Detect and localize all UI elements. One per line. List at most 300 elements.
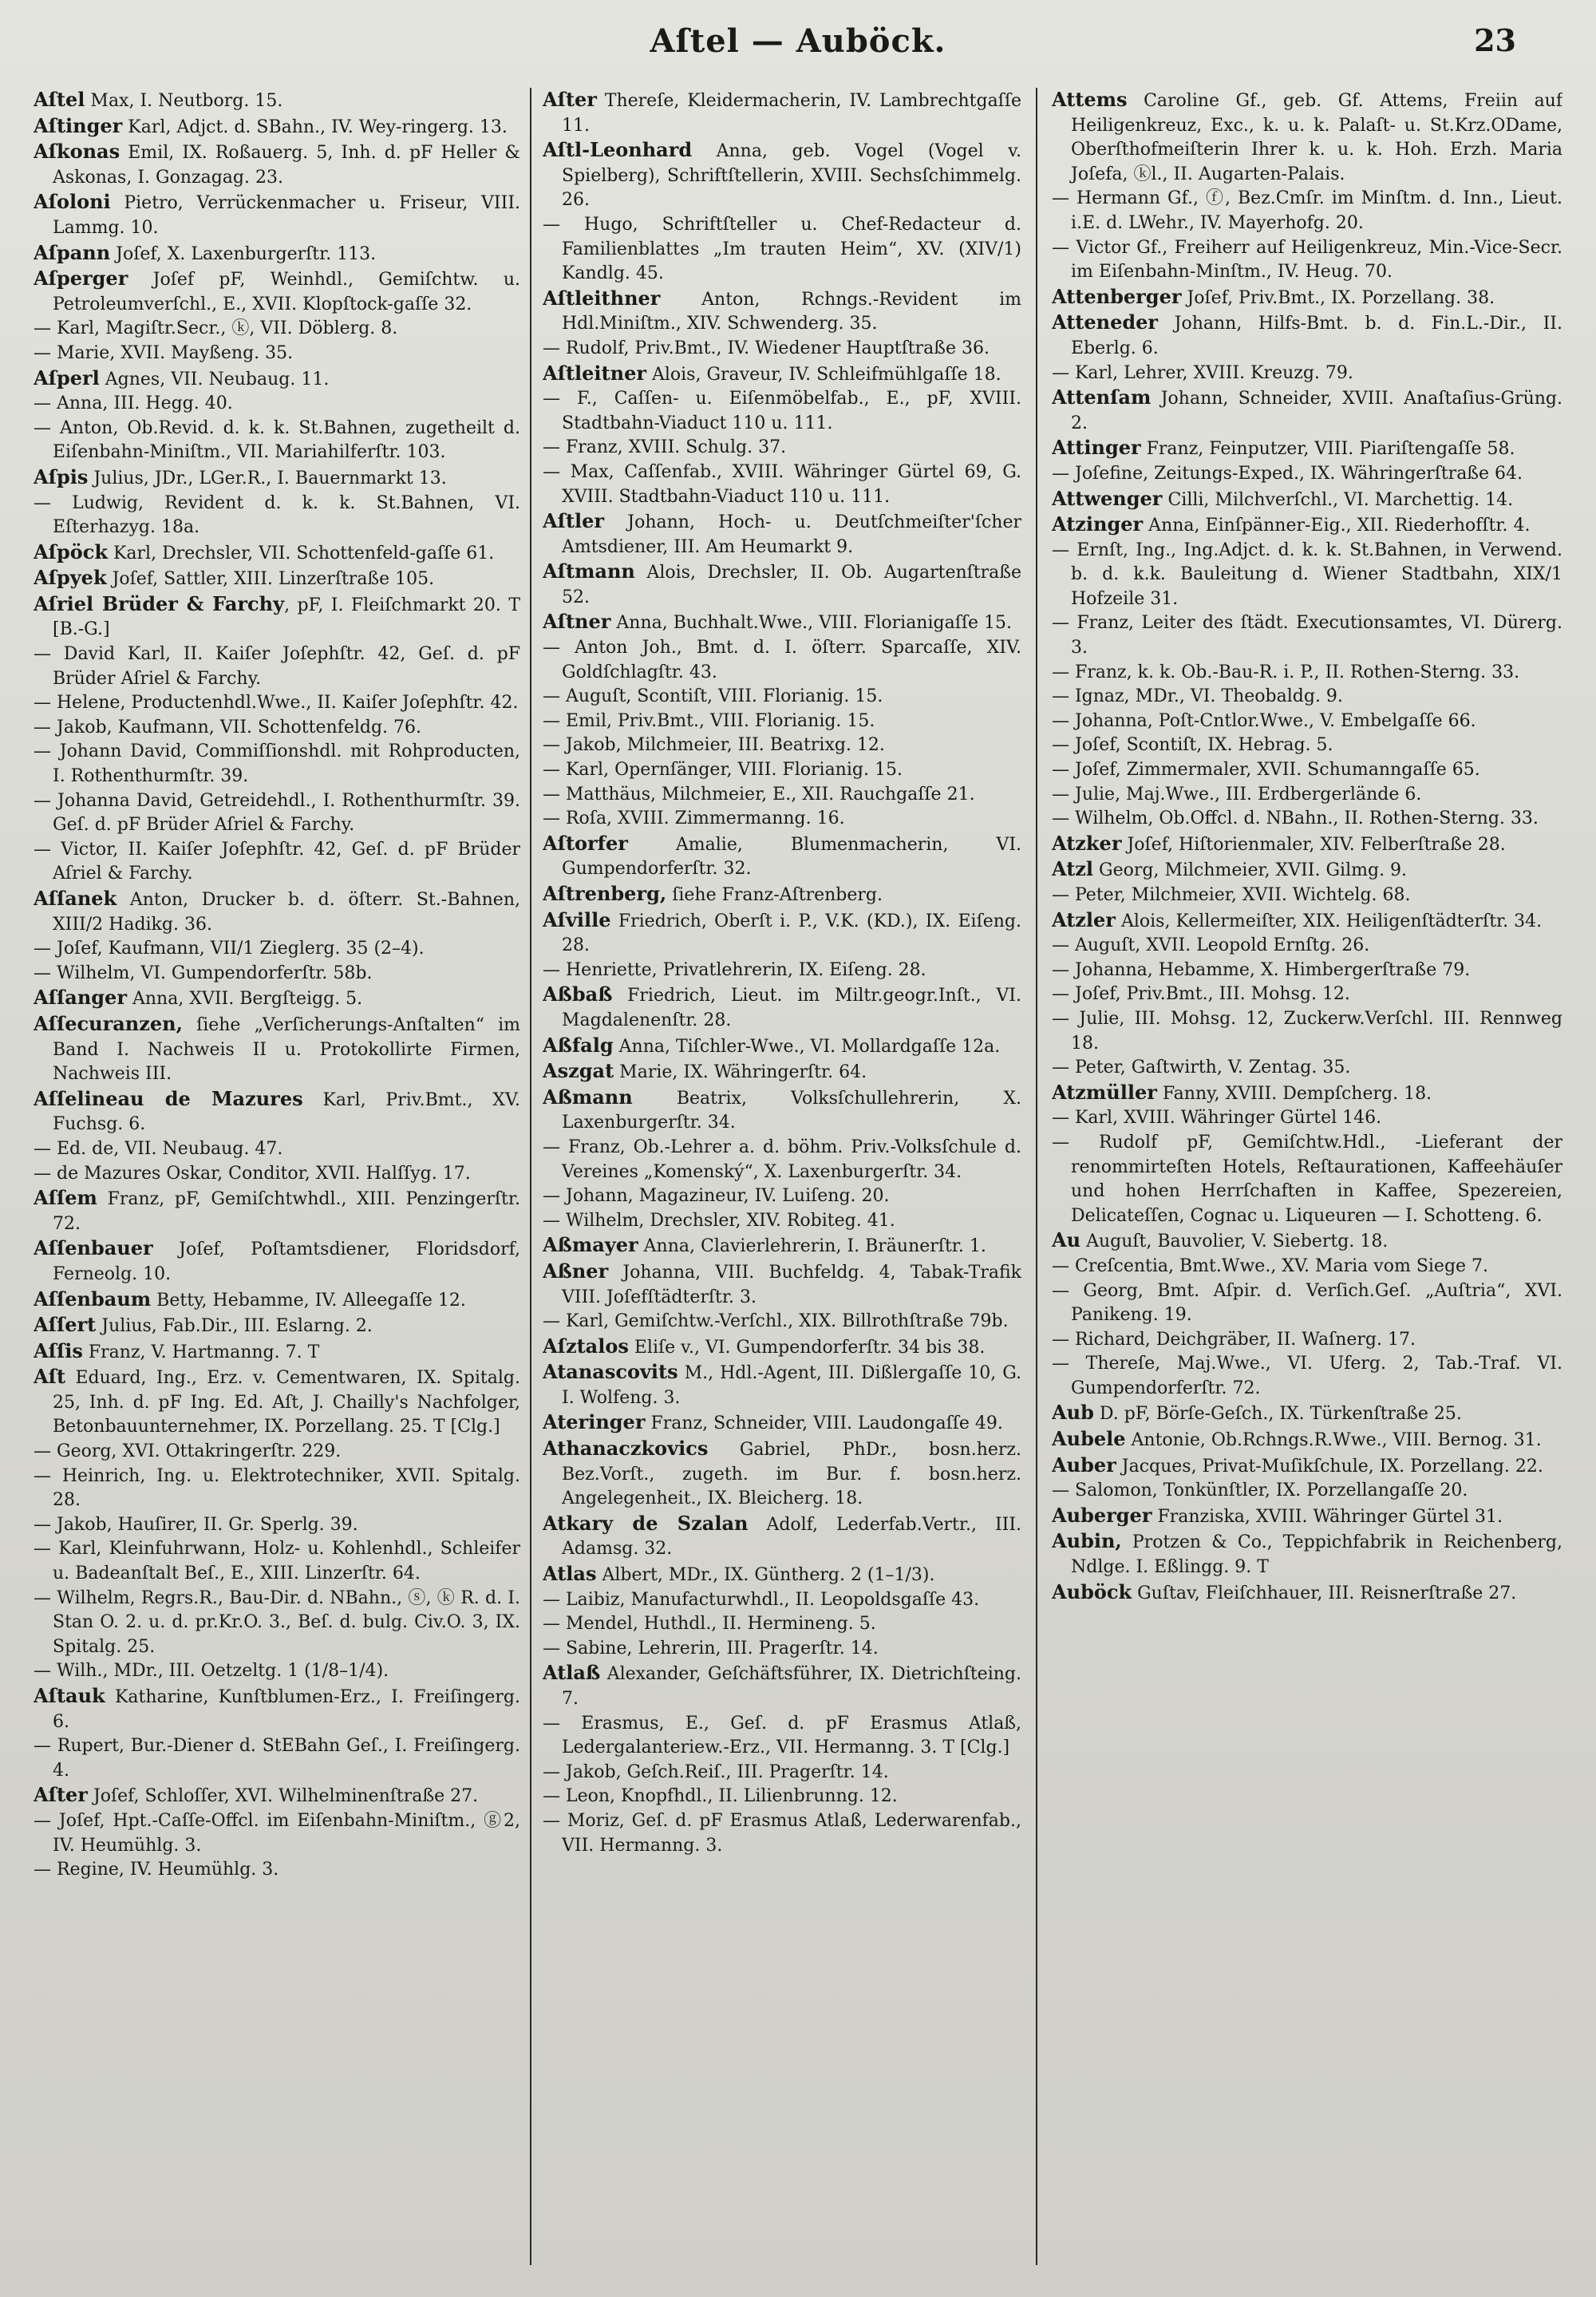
entry-text: — Wilh., MDr., III. Oetzeltg. 1 (1/8–1/4).: [34, 1661, 389, 1682]
directory-entry: [1052, 733, 1562, 758]
entry-headword: Aſſem: [34, 1186, 97, 1210]
entry-text: — Jakob, Geſch.Reiſ., III. Pragerſtr. 14.: [543, 1761, 889, 1782]
directory-entry: [1052, 236, 1562, 285]
directory-entry: [1052, 611, 1562, 660]
entry-headword: Aßfalg: [543, 1033, 614, 1057]
entry-text: — Rudolf, Priv.Bmt., IV. Wiedener Hauptſtraße 36.: [543, 338, 990, 358]
directory-entry: [34, 1087, 520, 1137]
entry-headword: Ateringer: [543, 1410, 646, 1434]
entry-headword: Aſtleitner: [543, 361, 646, 385]
directory-entry: [34, 642, 520, 691]
directory-entry: [1052, 1401, 1562, 1427]
directory-entry: [543, 1761, 1021, 1785]
entry-text: — Julie, III. Mohsg. 12, Zuckerw.Verſchl. III. Rennweg 18.: [1052, 1008, 1562, 1054]
directory-entry: [543, 88, 1021, 138]
directory-entry: [1052, 187, 1562, 235]
directory-entry: [34, 190, 520, 240]
directory-entry: [543, 436, 1021, 461]
entry-headword: Au: [1052, 1228, 1081, 1252]
entry-headword: Atlas: [543, 1562, 597, 1586]
directory-entry: [543, 610, 1021, 636]
entry-headword: Attenberger: [1052, 284, 1182, 308]
directory-entry: [1052, 1328, 1562, 1353]
entry-text: Thereſe, Kleidermacherin, IV. Lambrechtgaſſe 11.: [562, 91, 1021, 136]
directory-entry: [34, 716, 520, 741]
directory-entry: [34, 88, 520, 114]
directory-entry: [1052, 1106, 1562, 1131]
entry-headword: Aſztalos: [543, 1334, 629, 1358]
entry-text: Franziska, XVIII. Währinger Gürtel 31.: [1152, 1506, 1503, 1527]
entry-text: — Joſef, Hpt.-Caſſe-Offcl. im Eiſenbahn-Miniſtm., ⓖ2, IV. Heumühlg. 3.: [34, 1810, 520, 1856]
entry-headword: Aſſenbauer: [34, 1236, 153, 1260]
entry-text: — Sabine, Lehrerin, III. Pragerſtr. 14.: [543, 1638, 879, 1659]
entry-text: Friedrich, Oberſt i. P., V.K. (KD.), IX. Eiſeng. 28.: [562, 911, 1021, 956]
directory-entry: [1052, 1228, 1562, 1255]
directory-entry: [543, 959, 1021, 983]
entry-headword: Aubin,: [1052, 1529, 1122, 1553]
directory-entry: [34, 140, 520, 190]
entry-text: — Marie, XVII. Mayßeng. 35.: [34, 342, 294, 363]
entry-text: — Karl, Magiſtr.Secr., ⓚ, VII. Döblerg. 8.: [34, 318, 398, 339]
directory-entry: [34, 392, 520, 417]
entry-text: — Roſa, XVIII. Zimmermanng. 16.: [543, 808, 845, 829]
directory-entry: [34, 691, 520, 716]
directory-entry: [34, 241, 520, 267]
entry-text: — Johanna David, Getreidehdl., I. Rothenthurmſtr. 39. Geſ. d. pF Brüder Aſriel & Farchy.: [34, 790, 520, 836]
directory-entry: [543, 387, 1021, 436]
directory-entry: [34, 1783, 520, 1809]
entry-text: Johanna, VIII. Buchfeldg. 4, Tabak-Trafik VIII. Joſefſtädterſtr. 3.: [562, 1262, 1021, 1307]
entry-text: Agnes, VII. Neubaug. 11.: [99, 369, 330, 389]
directory-entry: [1052, 1479, 1562, 1504]
directory-entry: [1052, 832, 1562, 858]
entry-text: — Richard, Deichgräber, II. Waſnerg. 17.: [1052, 1329, 1416, 1350]
entry-headword: Aſter: [34, 1783, 88, 1807]
directory-entry: [543, 287, 1021, 337]
directory-entry: [543, 1588, 1021, 1613]
entry-text: — Joſef, Scontiſt, IX. Hebrag. 5.: [1052, 735, 1333, 756]
entry-text: Joſef, Poſtamtsdiener, Floridsdorf, Ferneolg. 10.: [53, 1239, 520, 1284]
directory-entry: [34, 1137, 520, 1162]
directory-entry: [1052, 462, 1562, 487]
entry-headword: Aſtorfer: [543, 831, 628, 855]
directory-entry: [543, 337, 1021, 362]
entry-headword: Aſtler: [543, 509, 605, 533]
directory-entry: [543, 733, 1021, 758]
entry-headword: Aſperger: [34, 267, 128, 291]
entry-headword: Aſtauk: [34, 1684, 105, 1707]
entry-text: Anna, XVII. Bergſteigg. 5.: [126, 989, 363, 1010]
entry-text: — Johanna, Poſt-Cntlor.Wwe., V. Embelgaſſe 66.: [1052, 710, 1476, 731]
entry-text: — Erasmus, E., Geſ. d. pF Erasmus Atlaß, Ledergalanteriew.-Erz., VII. Hermanng. 3. T [Clg.]: [543, 1713, 1021, 1758]
entry-headword: Aub: [1052, 1401, 1094, 1425]
entry-text: M., Hdl.-Agent, III. Dißlergaſſe 10, G. I. Wolfeng. 3.: [562, 1363, 1021, 1408]
directory-entry: [34, 1236, 520, 1287]
directory-entry: [543, 783, 1021, 808]
entry-text: Eduard, Ing., Erz. v. Cementwaren, IX. Spitalg. 25, Inh. d. pF Ing. Ed. Aſt, J. Chailly's Nachfolger, Betonbauunternehmer, IX. Porzellang. 25. T [Clg.]: [53, 1368, 520, 1437]
entry-text: — Franz, Ob.-Lehrer a. d. böhm. Priv.-Volksſchule d. Vereines „Komenský“, X. Laxenburgerſtr. 34.: [543, 1137, 1021, 1182]
entry-headword: Aſſanek: [34, 887, 117, 910]
directory-entry: [1052, 1529, 1562, 1579]
entry-text: Adolf, Lederfab.Vertr., III. Adamsg. 32.: [562, 1514, 1021, 1560]
entry-text: — Johanna, Hebamme, X. Himbergerſtraße 79.: [1052, 959, 1471, 980]
entry-headword: Aſſecuranzen,: [34, 1011, 183, 1035]
entry-headword: Aſter: [543, 88, 597, 111]
entry-headword: Attinger: [1052, 436, 1141, 460]
directory-entry: [1052, 1007, 1562, 1056]
directory-entry: [543, 832, 1021, 882]
entry-text: Franz, V. Hartmanng. 7. T: [82, 1342, 320, 1362]
directory-entry: [543, 1259, 1021, 1310]
directory-entry: [34, 887, 520, 937]
entry-text: Cilli, Milchverſchl., VI. Marchettig. 14.: [1162, 489, 1514, 510]
entry-headword: Atanascovits: [543, 1360, 678, 1384]
entry-text: — Emil, Priv.Bmt., VIII. Florianig. 15.: [543, 710, 875, 731]
directory-entry: [1052, 982, 1562, 1007]
running-head-title: Aſtel — Auböck.: [650, 22, 946, 60]
directory-entry: [34, 317, 520, 342]
directory-entry: [543, 1785, 1021, 1809]
entry-text: — Laibiz, Manufacturwhdl., II. Leopoldsgaſſe 43.: [543, 1589, 980, 1610]
entry-text: Marie, IX. Währingerſtr. 64.: [614, 1062, 867, 1083]
entry-text: — Georg, XVI. Ottakringerſtr. 229.: [34, 1441, 342, 1462]
entry-text: — Victor Gf., Freiherr auf Heiligenkreuz, Min.-Vice-Secr. im Eiſenbahn-Minſtm., IV. Heug. 70.: [1052, 237, 1562, 283]
entry-text: — Auguſt, Scontiſt, VIII. Florianig. 15.: [543, 686, 883, 707]
entry-headword: Aſville: [543, 907, 611, 931]
entry-headword: Aſt: [34, 1365, 66, 1389]
directory-entry: [34, 114, 520, 140]
entry-text: — Helene, Productenhdl.Wwe., II. Kaiſer Joſephſtr. 42.: [34, 693, 519, 714]
directory-entry: [543, 1437, 1021, 1512]
directory-entry: [543, 1712, 1021, 1761]
entry-text: — Peter, Milchmeier, XVII. Wichtelg. 68.: [1052, 885, 1411, 905]
entry-text: D. pF, Börſe-Geſch., IX. Türkenſtraße 25.: [1093, 1404, 1462, 1425]
directory-entry: [34, 1186, 520, 1236]
entry-headword: Aßmann: [543, 1085, 633, 1109]
entry-text: Anton, Drucker b. d. öſterr. St.-Bahnen, XIII/2 Hadikg. 36.: [53, 890, 520, 935]
directory-entry: [34, 566, 520, 592]
directory-entry: [1052, 1255, 1562, 1279]
directory-entry: [34, 986, 520, 1012]
directory-entry: [1052, 783, 1562, 808]
entry-text: Joſef, Priv.Bmt., IX. Porzellang. 38.: [1181, 287, 1495, 308]
entry-text: Anna, Buchhalt.Wwe., VIII. Florianigaſſe 15.: [610, 613, 1013, 634]
directory-entry: [1052, 362, 1562, 386]
entry-text: — Johann, Magazineur, IV. Luiſeng. 20.: [543, 1186, 890, 1207]
directory-entry: [1052, 1081, 1562, 1107]
column-3: [1052, 88, 1562, 2265]
entry-headword: Attems: [1052, 88, 1128, 111]
entry-headword: Atlaß: [543, 1661, 601, 1685]
entry-text: — Creſcentia, Bmt.Wwe., XV. Maria vom Siege 7.: [1052, 1255, 1489, 1276]
entry-text: Amalie, Blumenmacherin, VI. Gumpendorferſtr. 32.: [562, 834, 1021, 880]
entry-text: — Peter, Gaſtwirth, V. Zentag. 35.: [1052, 1058, 1351, 1078]
entry-headword: Auber: [1052, 1453, 1116, 1477]
entry-text: Alexander, Geſchäftsführer, IX. Dietrichſteing. 7.: [562, 1664, 1021, 1709]
column-2: [543, 88, 1021, 2265]
entry-text: Friedrich, Lieut. im Miltr.geogr.Inſt., VI. Magdalenenſtr. 28.: [562, 986, 1021, 1030]
entry-text: Johann, Schneider, XVIII. Anaſtaſius-Grüng. 2.: [1071, 389, 1562, 433]
entry-text: Auguſt, Bauvolier, V. Siebertg. 18.: [1080, 1232, 1389, 1252]
entry-text: Johann, Hilfs-Bmt. b. d. Fin.L.-Dir., II. Eberlg. 6.: [1071, 314, 1562, 358]
entry-text: — Regine, IV. Heumühlg. 3.: [34, 1860, 279, 1880]
directory-entry: [1052, 934, 1562, 959]
column-rule: [1036, 88, 1037, 2265]
entry-text: — Wilhelm, Ob.Offcl. d. NBahn., II. Rothen-Sterng. 33.: [1052, 808, 1539, 829]
entry-text: — Auguſt, XVII. Leopold Ernſtg. 26.: [1052, 935, 1370, 956]
directory-entry: [1052, 1131, 1562, 1228]
directory-entry: [34, 417, 520, 465]
directory-entry: [34, 838, 520, 887]
directory-entry: [34, 592, 520, 642]
entry-headword: Atkary de Szalan: [543, 1511, 749, 1535]
entry-text: — Wilhelm, Drechsler, XIV. Robiteg. 41.: [543, 1210, 895, 1231]
directory-entry: [543, 1085, 1021, 1136]
entry-text: — Ernſt, Ing., Ing.Adjct. d. k. k. St.Bahnen, in Verwend. b. d. k.k. Bauleitung d. Wiener Stadtbahn, XIX/1 Hofzeile 31.: [1052, 540, 1562, 609]
directory-entry: [34, 1440, 520, 1465]
entry-text: — Henriette, Privatlehrerin, IX. Eiſeng. 28.: [543, 959, 926, 980]
entry-text: — Joſefine, Zeitungs-Exped., IX. Währingerſtraße 64.: [1052, 463, 1523, 484]
entry-headword: Aſtrenberg,: [543, 882, 667, 905]
directory-entry: [543, 807, 1021, 832]
directory-entry: [34, 1513, 520, 1538]
entry-text: — Salomon, Tonkünſtler, IX. Porzellangaſſe 20.: [1052, 1481, 1468, 1501]
entry-headword: Aſtmann: [543, 559, 635, 583]
entry-text: Fanny, XVIII. Dempſcherg. 18.: [1156, 1083, 1432, 1104]
entry-text: — Franz, Leiter des ſtädt. Executionsamtes, VI. Dürerg. 3.: [1052, 613, 1562, 658]
directory-entry: [34, 1587, 520, 1660]
entry-headword: Aſpann: [34, 240, 111, 264]
entry-text: — Anton Joh., Bmt. d. I. öſterr. Sparcaſſe, XIV. Goldſchlagſtr. 43.: [543, 638, 1021, 682]
entry-headword: Aſſert: [34, 1313, 97, 1337]
entry-text: Antonie, Ob.Rchngs.R.Wwe., VIII. Bernog. 31.: [1125, 1430, 1542, 1451]
directory-entry: [1052, 884, 1562, 908]
entry-text: — Joſef, Kaufmann, VII/1 Zieglerg. 35 (2–4).: [34, 939, 425, 959]
entry-headword: Aſſanger: [34, 986, 127, 1010]
entry-text: Alois, Graveur, IV. Schleifmühlgaſſe 18.: [646, 364, 1001, 385]
directory-entry: [543, 362, 1021, 388]
directory-entry: [34, 740, 520, 789]
directory-entry: [1052, 285, 1562, 311]
entry-text: — Rupert, Bur.-Diener d. StEBahn Geſ., I. Freiſingerg. 4.: [34, 1736, 520, 1781]
entry-text: — Thereſe, Maj.Wwe., VI. Uferg. 2, Tab.-Traf. VI. Gumpendorferſtr. 72.: [1052, 1354, 1562, 1398]
entry-headword: Atzmüller: [1052, 1080, 1157, 1104]
directory-entry: [543, 908, 1021, 959]
entry-text: — Franz, k. k. Ob.-Bau-R. i. P., II. Rothen-Sterng. 33.: [1052, 662, 1520, 682]
entry-text: — Rudolf pF, Gemiſchtw.Hdl., -Lieferant der renommirteſten Hotels, Reſtaurationen, Kaffeehäuſer und hohen Herrſchaften in Kaffee, Spezereien, Delicateſſen, Cognac u. Liqueuren — I. Schotteng. 6.: [1052, 1132, 1562, 1226]
directory-entry: [543, 1562, 1021, 1588]
directory-entry: [1052, 539, 1562, 612]
directory-entry: [543, 1209, 1021, 1234]
entry-headword: Aſkonas: [34, 140, 120, 164]
entry-headword: Aſpyek: [34, 566, 107, 590]
entry-text: — Wilhelm, VI. Gumpendorferſtr. 58b.: [34, 963, 373, 983]
directory-entry: [34, 465, 520, 492]
entry-text: Guſtav, Fleiſchhauer, III. Reisnerſtraße 27.: [1132, 1583, 1517, 1603]
entry-text: — Jakob, Kaufmann, VII. Schottenfeldg. 76.: [34, 717, 422, 737]
entry-headword: Aßner: [543, 1259, 609, 1283]
directory-entry: [543, 982, 1021, 1033]
entry-text: — Victor, II. Kaiſer Joſephſtr. 42, Geſ. d. pF Brüder Aſriel & Farchy.: [34, 839, 520, 884]
entry-text: Betty, Hebamme, IV. Alleegaſſe 12.: [151, 1290, 466, 1311]
entry-text: — Anton, Ob.Revid. d. k. k. St.Bahnen, zugetheilt d. Eiſenbahn-Miniſtm., VII. Mariahilferſtr. 103.: [34, 417, 520, 463]
entry-text: Anton, Rchngs.-Revident im Hdl.Miniſtm., XIV. Schwenderg. 35.: [562, 289, 1021, 334]
directory-entry: [34, 937, 520, 962]
entry-text: — Karl, XVIII. Währinger Gürtel 146.: [1052, 1108, 1382, 1129]
entry-headword: Attenſam: [1052, 385, 1152, 409]
entry-headword: Atzinger: [1052, 512, 1144, 536]
directory-entry: [1052, 1504, 1562, 1530]
directory-entry: [543, 1184, 1021, 1209]
entry-text: — Jakob, Hauſirer, II. Gr. Sperlg. 39.: [34, 1514, 358, 1535]
entry-text: Franz, Schneider, VIII. Laudongaſſe 49.: [645, 1413, 1003, 1434]
entry-text: — Karl, Lehrer, XVIII. Kreuzg. 79.: [1052, 362, 1353, 383]
directory-entry: [1052, 1427, 1562, 1453]
entry-text: Joſef, Hiſtorienmaler, XIV. Felberſtraße 28.: [1121, 834, 1506, 855]
entry-text: Alois, Kellermeiſter, XIX. Heiligenſtädterſtr. 34.: [1115, 911, 1543, 931]
entry-text: Anna, Tiſchler-Wwe., VI. Mollardgaſſe 12a.: [613, 1036, 1001, 1057]
entry-text: Julius, Fab.Dir., III. Eslarng. 2.: [96, 1316, 373, 1337]
directory-entry: [34, 540, 520, 567]
directory-entry: [1052, 685, 1562, 710]
entry-headword: Aſriel Brüder & Farchy: [34, 591, 285, 615]
column-rule: [530, 88, 531, 2265]
entry-text: Pietro, Verrückenmacher u. Friseur, VIII. Lammg. 10.: [53, 193, 520, 238]
directory-entry: [34, 1012, 520, 1087]
directory-entry: [543, 1410, 1021, 1437]
entry-text: — Ignaz, MDr., VI. Theobaldg. 9.: [1052, 686, 1343, 707]
directory-entry: [543, 1661, 1021, 1711]
entry-text: — Julie, Maj.Wwe., III. Erdbergerlände 6.: [1052, 784, 1422, 805]
directory-entry: [543, 559, 1021, 610]
directory-entry: [34, 1465, 520, 1513]
directory-entry: [1052, 88, 1562, 187]
running-head: [0, 22, 1596, 70]
entry-text: Joſef, Sattler, XIII. Linzerſtraße 105.: [106, 569, 435, 590]
entry-text: Joſef, X. Laxenburgerſtr. 113.: [110, 243, 377, 264]
entry-text: — Franz, XVIII. Schulg. 37.: [543, 437, 787, 458]
entry-text: Karl, Drechsler, VII. Schottenfeld-gaſſe 61.: [107, 543, 495, 563]
entry-text: — F., Caſſen- u. Eiſenmöbelfab., E., pF, XVIII. Stadtbahn-Viaduct 110 u. 111.: [543, 389, 1021, 433]
entry-text: Karl, Priv.Bmt., XV. Fuchsg. 6.: [53, 1089, 520, 1135]
entry-text: — Matthäus, Milchmeier, E., XII. Rauchgaſſe 21.: [543, 784, 975, 805]
entry-text: — Anna, III. Hegg. 40.: [34, 393, 233, 414]
directory-entry: [1052, 487, 1562, 513]
entry-headword: Atzl: [1052, 857, 1094, 881]
entry-headword: Attwenger: [1052, 486, 1163, 510]
directory-entry: [543, 710, 1021, 734]
page-number: 23: [1474, 22, 1516, 58]
entry-text: Beatrix, Volksſchullehrerin, X. Laxenburgerſtr. 34.: [562, 1088, 1021, 1133]
directory-entry: [543, 213, 1021, 287]
directory-entry: [543, 509, 1021, 559]
entry-text: — Max, Caſſenfab., XVIII. Währinger Gürtel 69, G. XVIII. Stadtbahn-Viaduct 110 u. 111.: [543, 461, 1021, 507]
directory-entry: [1052, 310, 1562, 361]
directory-entry: [34, 267, 520, 317]
entry-text: — Heinrich, Ing. u. Elektrotechniker, XVII. Spitalg. 28.: [34, 1465, 520, 1511]
entry-headword: Aſſenbaum: [34, 1287, 152, 1311]
directory-entry: [34, 1659, 520, 1684]
entry-headword: Aſpis: [34, 465, 89, 488]
directory-entry: [543, 1059, 1021, 1085]
directory-entry: [543, 1637, 1021, 1662]
directory-entry: [1052, 908, 1562, 935]
entry-text: Anna, Einſpänner-Eig., XII. Riederhofſtr. 4.: [1143, 516, 1531, 536]
directory-entry: [543, 1809, 1021, 1858]
directory-entry: [543, 1233, 1021, 1259]
directory-entry: [543, 685, 1021, 710]
entry-headword: Atzler: [1052, 907, 1116, 931]
entry-text: ſiehe „Verſicherungs-Anſtalten“ im Band I. Nachweis II u. Protokollirte Firmen, Nachweis III.: [53, 1014, 520, 1085]
entry-text: Julius, JDr., LGer.R., I. Bauernmarkt 13.: [88, 468, 447, 488]
entry-headword: Auböck: [1052, 1579, 1132, 1603]
entry-text: — Karl, Kleinfuhrwann, Holz- u. Kohlenhdl., Schleifer u. Badeanſtalt Beſ., E., XIII. Linzerſtr. 64.: [34, 1539, 520, 1584]
directory-entry: [543, 1612, 1021, 1637]
directory-entry: [34, 789, 520, 838]
directory-entry: [34, 1162, 520, 1187]
entry-headword: Aſperl: [34, 366, 100, 389]
directory-entry: [543, 1512, 1021, 1562]
entry-headword: Aſtel: [34, 88, 85, 111]
directory-entry: [1052, 1453, 1562, 1480]
directory-entry: [1052, 1279, 1562, 1328]
directory-entry: [1052, 857, 1562, 884]
directory-entry: [34, 1537, 520, 1586]
directory-entry: [34, 1809, 520, 1858]
entry-text: Gabriel, PhDr., bosn.herz. Bez.Vorſt., zugeth. im Bur. f. bosn.herz. Angelegenheit., IX. Bleicherg. 18.: [562, 1440, 1021, 1509]
column-1: [34, 88, 520, 2265]
entry-headword: Aſſelineau de Mazures: [34, 1086, 303, 1110]
entry-text: Emil, IX. Roßauerg. 5, Inh. d. pF Heller & Askonas, I. Gonzagag. 23.: [53, 143, 520, 188]
entry-text: — David Karl, II. Kaiſer Joſephſtr. 42, Geſ. d. pF Brüder Aſriel & Farchy.: [34, 644, 520, 689]
entry-text: — Johann David, Commiſſionshdl. mit Rohproducten, I. Rothenthurmſtr. 39.: [34, 741, 520, 787]
directory-entry: [1052, 959, 1562, 983]
entry-headword: Aßmayer: [543, 1233, 638, 1257]
entry-text: ſiehe Franz-Aſtrenberg.: [666, 885, 883, 905]
entry-headword: Aszgat: [543, 1059, 614, 1083]
entry-headword: Auberger: [1052, 1503, 1152, 1527]
entry-text: — Hermann Gf., ⓕ, Bez.Cmſr. im Minſtm. d. Inn., Lieut. i.E. d. LWehr., IV. Mayerhofg. 20.: [1052, 188, 1562, 233]
entry-text: Georg, Milchmeier, XVII. Gilmg. 9.: [1093, 860, 1408, 881]
entry-text: Johann, Hoch- u. Deutſchmeiſter'ſcher Amtsdiener, III. Am Heumarkt 9.: [562, 512, 1021, 557]
entry-text: — Georg, Bmt. Aſpir. d. Verſich.Geſ. „Auſtria“, XVI. Panikeng. 19.: [1052, 1280, 1562, 1326]
entry-text: Eliſe v., VI. Gumpendorferſtr. 34 bis 38.: [628, 1337, 986, 1358]
entry-text: Albert, MDr., IX. Güntherg. 2 (1–1/3).: [596, 1565, 935, 1586]
directory-entry: [543, 882, 1021, 908]
entry-text: — Hugo, Schriftſteller u. Chef-Redacteur d. Familienblattes „Im trauten Heim“, XV. (XIV/1) Kandlg. 45.: [543, 214, 1021, 284]
directory-entry: [543, 461, 1021, 509]
directory-entry: [1052, 1580, 1562, 1607]
directory-entry: [543, 1136, 1021, 1184]
directory-entry: [34, 492, 520, 540]
directory-entry: [543, 1034, 1021, 1060]
entry-headword: Athanaczkovics: [543, 1437, 709, 1461]
directory-entry: [1052, 758, 1562, 783]
entry-text: — Ed. de, VII. Neubaug. 47.: [34, 1138, 283, 1159]
entry-text: , pF, I. Fleiſchmarkt 20. T [B.-G.]: [53, 595, 520, 640]
directory-entry: [34, 342, 520, 366]
directory-entry: [34, 366, 520, 393]
directory-entry: [1052, 1352, 1562, 1401]
entry-text: — Moriz, Geſ. d. pF Erasmus Atlaß, Lederwarenfab., VII. Hermanng. 3.: [543, 1810, 1021, 1856]
entry-headword: Atteneder: [1052, 310, 1159, 334]
directory-entry: [543, 1310, 1021, 1334]
directory-entry: [1052, 710, 1562, 734]
entry-text: Karl, Adjct. d. SBahn., IV. Wey-ringerg. 13.: [122, 117, 508, 137]
entry-text: Franz, pF, Gemiſchtwhdl., XIII. Penzingerſtr. 72.: [53, 1189, 520, 1234]
entry-headword: Aſtner: [543, 610, 611, 634]
entry-headword: Aſſis: [34, 1338, 83, 1362]
